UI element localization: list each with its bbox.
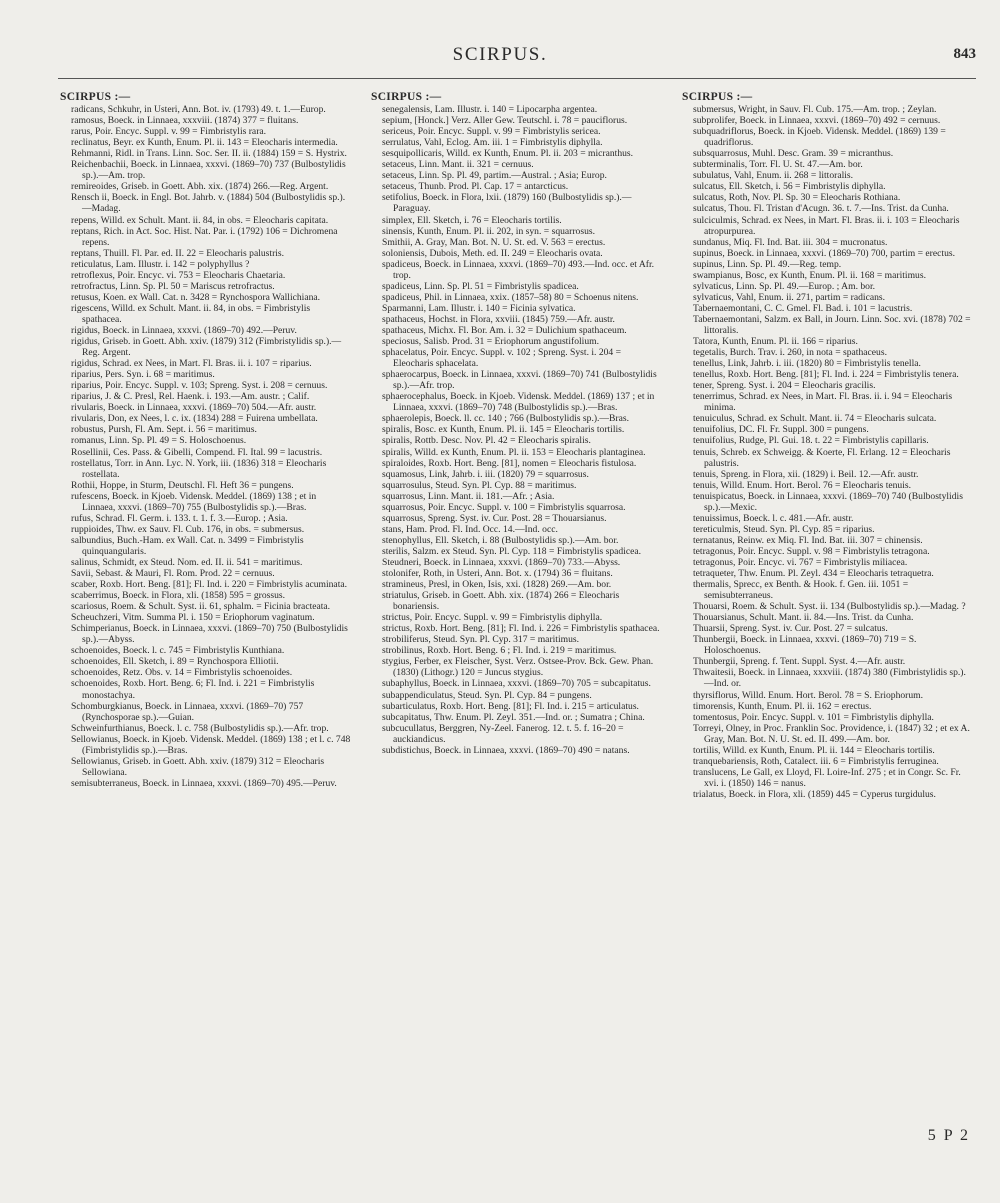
index-entry: tenuis, Willd. Enum. Hort. Berol. 76 = Eleocharis tenuis. — [693, 479, 912, 491]
index-entry: tereticulmis, Steud. Syn. Pl. Cyp. 85 = riparius. — [693, 523, 875, 535]
index-entry: scariosus, Roem. & Schult. Syst. ii. 61, sphalm. = Ficinia bracteata. — [71, 601, 331, 613]
index-entry: tetraqueter, Thw. Enum. Pl. Zeyl. 434 = Eleocharis tetraquetra. — [693, 568, 934, 580]
index-entry: tenuissimus, Boeck. l. c. 481.—Afr. austr. — [693, 512, 854, 524]
index-entry: scaber, Roxb. Hort. Beng. [81]; Fl. Ind. i. 220 = Fimbristylis acuminata. — [71, 579, 348, 591]
index-entry: stramineus, Presl, in Oken, Isis, xxi. (1828) 269.—Am. bor. — [382, 579, 612, 591]
index-entry: reptans, Thuill. Fl. Par. ed. II. 22 = Eleocharis palustris. — [71, 247, 285, 259]
index-entry: rivularis, Don, ex Nees, l. c. ix. (1834) 288 = Fuirena umbellata. — [71, 413, 318, 425]
index-entry: radicans, Schkuhr, in Usteri, Ann. Bot. iv. (1793) 49. t. 1.—Europ. — [71, 104, 326, 116]
index-entry: ramosus, Boeck. in Linnaea, xxxviii. (1874) 377 = fluitans. — [71, 115, 299, 127]
index-entry: Schomburgkianus, Boeck. in Linnaea, xxxvi. (1869–70) 757 (Rynchosporae sp.).—Guian. — [71, 700, 304, 723]
index-entry: senegalensis, Lam. Illustr. i. 140 = Lipocarpha argentea. — [382, 104, 598, 116]
index-entry: subquadriflorus, Boeck. in Kjoeb. Vidensk. Meddel. (1869) 139 = quadriflorus. — [693, 126, 946, 149]
index-entry: subdistichus, Boeck. in Linnaea, xxxvi. (1869–70) 490 = natans. — [382, 744, 630, 756]
index-entry: Reichenbachii, Boeck. in Linnaea, xxxvi. (1869–70) 737 (Bulbostylidis sp.).—Am. trop. — [71, 159, 346, 182]
index-entry: tortilis, Willd. ex Kunth, Enum. Pl. ii. 144 = Eleocharis tortilis. — [693, 744, 935, 756]
index-entry: setaceus, Linn. Sp. Pl. 49, partim.—Austral. ; Asia; Europ. — [382, 170, 607, 182]
index-entry: setifolius, Boeck. in Flora, lxii. (1879) 160 (Bulbostylidis sp.).—Paraguay. — [382, 192, 632, 215]
index-entry: swampianus, Bosc, ex Kunth, Enum. Pl. ii. 168 = maritimus. — [693, 269, 926, 281]
entry-list — [60, 104, 351, 789]
index-entry: repens, Willd. ex Schult. Mant. ii. 84, in obs. = Eleocharis capitata. — [71, 214, 329, 226]
column-heading: SCIRPUS :— — [60, 92, 131, 103]
index-entry: squamosus, Link, Jahrb. i. iii. (1820) 79 = squarrosus. — [382, 468, 589, 480]
index-entry: subulatus, Vahl, Enum. ii. 268 = littoralis. — [693, 170, 854, 182]
index-entry: Thunbergii, Spreng. f. Tent. Suppl. Syst. 4.—Afr. austr. — [693, 656, 906, 668]
index-entry: strictus, Poir. Encyc. Suppl. v. 99 = Fimbristylis diphylla. — [382, 612, 603, 624]
index-entry: Rothii, Hoppe, in Sturm, Deutschl. Fl. Heft 36 = pungens. — [71, 479, 294, 491]
index-entry: setaceus, Thunb. Prod. Pl. Cap. 17 = antarcticus. — [382, 181, 569, 193]
index-entry: robustus, Pursh, Fl. Am. Sept. i. 56 = maritimus. — [71, 424, 257, 436]
column-1 — [60, 92, 351, 1152]
index-entry: sphaerolepis, Boeck. ll. cc. 140 ; 766 (Bulbostylidis sp.).—Bras. — [382, 413, 630, 425]
index-entry: sericeus, Poir. Encyc. Suppl. v. 99 = Fimbristylis sericea. — [382, 126, 601, 138]
index-entry: spadiceus, Phil. in Linnaea, xxix. (1857–58) 80 = Schoenus nitens. — [382, 291, 639, 303]
index-entry: Thuarsii, Spreng. Syst. iv. Cur. Post. 27 = sulcatus. — [693, 623, 888, 635]
index-entry: sylvaticus, Linn. Sp. Pl. 49.—Europ. ; Am. bor. — [693, 280, 876, 292]
header-rule — [58, 78, 976, 79]
index-entry: spathaceus, Michx. Fl. Bor. Am. i. 32 = Dulichium spathaceum. — [382, 324, 627, 336]
index-entry: rufescens, Boeck. in Kjoeb. Vidensk. Meddel. (1869) 138 ; et in Linnaea, xxxvi. (1869–70) 755 (Bulbostylidis sp.).—Bras. — [71, 490, 317, 513]
index-entry: spathaceus, Hochst. in Flora, xxviii. (1845) 759.—Afr. austr. — [382, 313, 615, 325]
index-entry: Thouarsi, Roem. & Schult. Syst. ii. 134 (Bulbostylidis sp.).—Madag. ? — [693, 601, 966, 613]
index-entry: remireoides, Griseb. in Goett. Abh. xix. (1874) 266.—Reg. Argent. — [71, 181, 329, 193]
index-entry: sepium, [Honck.] Verz. Aller Gew. Teutschl. i. 78 = pauciflorus. — [382, 115, 628, 127]
index-entry: subarticulatus, Roxb. Hort. Beng. [81]; Fl. Ind. i. 215 = articulatus. — [382, 700, 639, 712]
index-entry: retusus, Koen. ex Wall. Cat. n. 3428 = Rynchospora Wallichiana. — [71, 291, 321, 303]
running-title: SCIRPUS. — [452, 44, 548, 65]
index-entry: sphaerocephalus, Boeck. in Kjoeb. Vidensk. Meddel. (1869) 137 ; et in Linnaea, xxxvi. (1869–70) 748 (Bulbostylidis sp.).—Bras. — [382, 391, 655, 414]
index-entry: supinus, Boeck. in Linnaea, xxxvi. (1869–70) 700, partim = erectus. — [693, 247, 955, 259]
index-entry: subappendiculatus, Steud. Syn. Pl. Cyp. 84 = pungens. — [382, 689, 592, 701]
index-entry: squarrosulus, Steud. Syn. Pl. Cyp. 88 = maritimus. — [382, 479, 577, 491]
index-entry: subsquarrosus, Muhl. Desc. Gram. 39 = micranthus. — [693, 148, 894, 160]
index-entry: serrulatus, Vahl, Eclog. Am. iii. 1 = Fimbristylis diphylla. — [382, 137, 603, 149]
index-entry: striatulus, Griseb. in Goett. Abh. xix. (1874) 266 = Eleocharis bonariensis. — [382, 590, 620, 613]
index-entry: rostellatus, Torr. in Ann. Lyc. N. York, iii. (1836) 318 = Eleocharis rostellata. — [71, 457, 327, 480]
index-entry: sphaerocarpus, Boeck. in Linnaea, xxxvi. (1869–70) 741 (Bulbostylidis sp.).—Afr. trop. — [382, 369, 657, 392]
index-entry: riparius, Pers. Syn. i. 68 = maritimus. — [71, 369, 215, 381]
index-entry: stenophyllus, Ell. Sketch, i. 88 (Bulbostylidis sp.).—Am. bor. — [382, 534, 619, 546]
index-entry: retrofractus, Linn. Sp. Pl. 50 = Mariscus retrofractus. — [71, 280, 275, 292]
index-entry: tetragonus, Poir. Encyc. Suppl. v. 98 = Fimbristylis tetragona. — [693, 545, 930, 557]
index-entry: squarrosus, Spreng. Syst. iv. Cur. Post. 28 = Thouarsianus. — [382, 512, 607, 524]
entry-list — [682, 104, 973, 800]
index-entry: spiralis, Rottb. Desc. Nov. Pl. 42 = Eleocharis spiralis. — [382, 435, 591, 447]
index-entry: spiralis, Bosc. ex Kunth, Enum. Pl. ii. 145 = Eleocharis tortilis. — [382, 424, 625, 436]
index-entry: Savii, Sebast. & Mauri, Fl. Rom. Prod. 22 = cernuus. — [71, 568, 275, 580]
index-entry: sulcatus, Roth, Nov. Pl. Sp. 30 = Eleocharis Rothiana. — [693, 192, 901, 204]
index-entry: thyrsiflorus, Willd. Enum. Hort. Berol. 78 = S. Eriophorum. — [693, 689, 924, 701]
index-entry: speciosus, Salisb. Prod. 31 = Eriophorum angustifolium. — [382, 336, 599, 348]
index-entry: ternatanus, Reinw. ex Miq. Fl. Ind. Bat. iii. 307 = chinensis. — [693, 534, 923, 546]
index-entry: scaberrimus, Boeck. in Flora, xli. (1858) 595 = grossus. — [71, 590, 286, 602]
index-entry: tenuifolius, DC. Fl. Fr. Suppl. 300 = pungens. — [693, 424, 869, 436]
index-entry: squarrosus, Poir. Encyc. Suppl. v. 100 = Fimbristylis squarrosa. — [382, 501, 626, 513]
index-entry: Thunbergii, Boeck. in Linnaea, xxxvi. (1869–70) 719 = S. Holoschoenus. — [693, 634, 917, 657]
index-entry: spadiceus, Boeck. in Linnaea, xxxvi. (1869–70) 493.—Ind. occ. et Afr. trop. — [382, 258, 655, 281]
text-columns — [60, 92, 978, 1152]
index-entry: reptans, Rich. in Act. Soc. Hist. Nat. Par. i. (1792) 106 = Dichromena repens. — [71, 225, 338, 248]
index-entry: rigidus, Griseb. in Goett. Abh. xxiv. (1879) 312 (Fimbristylidis sp.).—Reg. Argent. — [71, 336, 342, 359]
index-entry: spadiceus, Linn. Sp. Pl. 51 = Fimbristylis spadicea. — [382, 280, 579, 292]
index-entry: salinus, Schmidt, ex Steud. Nom. ed. II. ii. 541 = maritimus. — [71, 556, 303, 568]
index-entry: stygius, Ferber, ex Fleischer, Syst. Verz. Ostsee-Prov. Bck. Gew. Phan. (1830) (Lithogr.) 120 = Juncus stygius. — [382, 656, 654, 679]
index-entry: strobilinus, Roxb. Hort. Beng. 6 ; Fl. Ind. i. 219 = maritimus. — [382, 645, 617, 657]
index-entry: tenerrimus, Schrad. ex Nees, in Mart. Fl. Bras. ii. i. 94 = Eleocharis minima. — [693, 391, 953, 414]
index-entry: Steudneri, Boeck. in Linnaea, xxxvi. (1869–70) 733.—Abyss. — [382, 556, 621, 568]
index-entry: Sparmanni, Lam. Illustr. i. 140 = Ficinia sylvatica. — [382, 302, 576, 314]
index-entry: rarus, Poir. Encyc. Suppl. v. 99 = Fimbristylis rara. — [71, 126, 267, 138]
index-entry: Tabernaemontani, Salzm. ex Ball, in Journ. Linn. Soc. xvi. (1878) 702 = littoralis. — [693, 313, 971, 336]
column-heading: SCIRPUS :— — [682, 92, 753, 103]
index-entry: translucens, Le Gall, ex Lloyd, Fl. Loire-Inf. 275 ; et in Congr. Sc. Fr. xvi. i. (1850) 146 = nanus. — [693, 766, 961, 789]
index-entry: tomentosus, Poir. Encyc. Suppl. v. 101 = Fimbristylis diphylla. — [693, 711, 934, 723]
index-entry: Torreyi, Olney, in Proc. Franklin Soc. Providence, i. (1847) 32 ; et ex A. Gray, Man. Bot. N. U. St. ed. II. 499.—Am. bor. — [693, 722, 970, 745]
index-entry: Rensch ii, Boeck. in Engl. Bot. Jahrb. v. (1884) 504 (Bulbostylidis sp.).—Madag. — [71, 192, 346, 215]
index-entry: ruppioides, Thw. ex Sauv. Fl. Cub. 176, in obs. = submersus. — [71, 523, 305, 535]
signature-mark: 5 P 2 — [927, 1127, 970, 1144]
index-entry: subcucullatus, Berggren, Ny-Zeel. Fanerog. 12. t. 5. f. 16–20 = auckiandicus. — [382, 722, 624, 745]
index-entry: sylvaticus, Vahl, Enum. ii. 271, partim = radicans. — [693, 291, 886, 303]
index-entry: salbundius, Buch.-Ham. ex Wall. Cat. n. 3499 = Fimbristylis quinquangularis. — [71, 534, 304, 557]
index-entry: rigidus, Schrad. ex Nees, in Mart. Fl. Bras. ii. i. 107 = riparius. — [71, 358, 312, 370]
index-entry: romanus, Linn. Sp. Pl. 49 = S. Holoschoenus. — [71, 435, 247, 447]
index-entry: tenuifolius, Rudge, Pl. Gui. 18. t. 22 = Fimbristylis capillaris. — [693, 435, 929, 447]
column-heading: SCIRPUS :— — [371, 92, 442, 103]
index-entry: Sellowianus, Griseb. in Goett. Abh. xxiv. (1879) 312 = Eleocharis Sellowiana. — [71, 755, 325, 778]
index-entry: tenuis, Spreng. in Flora, xii. (1829) i. Beil. 12.—Afr. austr. — [693, 468, 919, 480]
index-entry: Thwaitesii, Boeck. in Linnaea, xxxviii. (1874) 380 (Fimbristylidis sp.).—Ind. or. — [693, 667, 966, 690]
index-entry: submersus, Wright, in Sauv. Fl. Cub. 175.—Am. trop. ; Zeylan. — [693, 104, 937, 116]
page-number: 843 — [953, 46, 976, 62]
index-entry: rigescens, Willd. ex Schult. Mant. ii. 84, in obs. = Fimbristylis spathacea. — [71, 302, 311, 325]
index-entry: setaceus, Linn. Mant. ii. 321 = cernuus. — [382, 159, 534, 171]
index-entry: soloniensis, Dubois, Meth. ed. II. 249 = Eleocharis ovata. — [382, 247, 603, 259]
index-entry: rivularis, Boeck. in Linnaea, xxxvi. (1869–70) 504.—Afr. austr. — [71, 402, 317, 414]
index-entry: tetragonus, Poir. Encyc. vi. 767 = Fimbristylis miliacea. — [693, 556, 908, 568]
index-entry: schoenoides, Roxb. Hort. Beng. 6; Fl. Ind. i. 221 = Fimbristylis monostachya. — [71, 678, 315, 701]
index-entry: sterilis, Salzm. ex Steud. Syn. Pl. Cyp. 118 = Fimbristylis spadicea. — [382, 545, 642, 557]
index-entry: Rosellinii, Ces. Pass. & Gibelli, Compend. Fl. Ital. 99 = lacustris. — [71, 446, 323, 458]
index-entry: reclinatus, Beyr. ex Kunth, Enum. Pl. ii. 143 = Eleocharis intermedia. — [71, 137, 338, 149]
index-entry: Tatora, Kunth, Enum. Pl. ii. 166 = riparius. — [693, 336, 858, 348]
index-entry: stans, Ham. Prod. Fl. Ind. Occ. 14.—Ind. occ. — [382, 523, 558, 535]
index-entry: Thouarsianus, Schult. Mant. ii. 84.—Ins. Trist. da Cunha. — [693, 612, 914, 624]
index-entry: sulcatus, Ell. Sketch, i. 56 = Fimbristylis diphylla. — [693, 181, 886, 193]
index-entry: riparius, Poir. Encyc. Suppl. v. 103; Spreng. Syst. i. 208 = cernuus. — [71, 380, 328, 392]
index-entry: subaphyllus, Boeck. in Linnaea, xxxvi. (1869–70) 705 = subcapitatus. — [382, 678, 651, 690]
index-entry: sesquipollicaris, Willd. ex Kunth, Enum. Pl. ii. 203 = micranthus. — [382, 148, 634, 160]
index-entry: spiraloides, Roxb. Hort. Beng. [81], nomen = Eleocharis fistulosa. — [382, 457, 637, 469]
index-entry: schoenoides, Retz. Obs. v. 14 = Fimbristylis schoenoides. — [71, 667, 293, 679]
index-entry: subterminalis, Torr. Fl. U. St. 47.—Am. bor. — [693, 159, 863, 171]
index-entry: sulcatus, Thou. Fl. Tristan d'Acugn. 36. t. 7.—Ins. Trist. da Cunha. — [693, 203, 949, 215]
column-2 — [371, 92, 662, 1152]
index-entry: semisubterraneus, Boeck. in Linnaea, xxxvi. (1869–70) 495.—Peruv. — [71, 777, 337, 789]
index-entry: sundanus, Miq. Fl. Ind. Bat. iii. 304 = mucronatus. — [693, 236, 888, 248]
index-entry: timorensis, Kunth, Enum. Pl. ii. 162 = erectus. — [693, 700, 872, 712]
index-entry: reticulatus, Lam. Illustr. i. 142 = polyphyllus ? — [71, 258, 250, 270]
page-header — [0, 40, 1000, 74]
index-entry: simplex, Ell. Sketch, i. 76 = Eleocharis tortilis. — [382, 214, 562, 226]
index-entry: stolonifer, Roth, in Usteri, Ann. Bot. x. (1794) 36 = fluitans. — [382, 568, 613, 580]
index-entry: schoenoides, Boeck. l. c. 745 = Fimbristylis Kunthiana. — [71, 645, 285, 657]
index-entry: sphacelatus, Poir. Encyc. Suppl. v. 102 ; Spreng. Syst. i. 204 = Eleocharis sphacelata. — [382, 347, 622, 370]
index-entry: tenellus, Link, Jahrb. i. iii. (1820) 80 = Fimbristylis tenella. — [693, 358, 921, 370]
index-entry: thermalis, Sprecc, ex Benth. & Hook. f. Gen. iii. 1051 = semisubterraneus. — [693, 579, 909, 602]
index-entry: supinus, Linn. Sp. Pl. 49.—Reg. temp. — [693, 258, 842, 270]
index-entry: Scheuchzeri, Vitm. Summa Pl. i. 150 = Eriophorum vaginatum. — [71, 612, 315, 624]
column-3 — [682, 92, 973, 1152]
index-entry: tener, Spreng. Syst. i. 204 = Eleocharis gracilis. — [693, 380, 876, 392]
index-entry: tenuis, Schreb. ex Schweigg. & Koerte, Fl. Erlang. 12 = Eleocharis palustris. — [693, 446, 951, 469]
index-entry: schoenoides, Ell. Sketch, i. 89 = Rynchospora Elliotii. — [71, 656, 279, 668]
index-entry: strobiliferus, Steud. Syn. Pl. Cyp. 317 = maritimus. — [382, 634, 580, 646]
index-entry: Sellowianus, Boeck. in Kjoeb. Vidensk. Meddel. (1869) 138 ; et l. c. 748 (Fimbristylidis sp.).—Bras. — [71, 733, 351, 756]
index-entry: subprolifer, Boeck. in Linnaea, xxxvi. (1869–70) 492 = cernuus. — [693, 115, 941, 127]
index-entry: tranquebariensis, Roth, Catalect. iii. 6 = Fimbristylis ferruginea. — [693, 755, 939, 767]
index-entry: tenuispicatus, Boeck. in Linnaea, xxxvi. (1869–70) 740 (Bulbostylidis sp.).—Mexic. — [693, 490, 963, 513]
index-entry: subcapitatus, Thw. Enum. Pl. Zeyl. 351.—Ind. or. ; Sumatra ; China. — [382, 711, 645, 723]
index-entry: tegetalis, Burch. Trav. i. 260, in nota = spathaceus. — [693, 347, 887, 359]
index-entry: trialatus, Boeck. in Flora, xli. (1859) 445 = Cyperus turgidulus. — [693, 788, 936, 800]
index-entry: strictus, Roxb. Hort. Beng. [81]; Fl. Ind. i. 226 = Fimbristylis spathacea. — [382, 623, 660, 635]
index-entry: Smithii, A. Gray, Man. Bot. N. U. St. ed. V. 563 = erectus. — [382, 236, 606, 248]
index-entry: rufus, Schrad. Fl. Germ. i. 133. t. 1. f. 3.—Europ. ; Asia. — [71, 512, 288, 524]
index-entry: Schimperianus, Boeck. in Linnaea, xxxvi. (1869–70) 750 (Bulbostylidis sp.).—Abyss. — [71, 623, 348, 646]
index-entry: squarrosus, Linn. Mant. ii. 181.—Afr. ; Asia. — [382, 490, 555, 502]
index-entry: sulciculmis, Schrad. ex Nees, in Mart. Fl. Bras. ii. i. 103 = Eleocharis atropurpurea. — [693, 214, 960, 237]
index-entry: retroflexus, Poir. Encyc. vi. 753 = Eleocharis Chaetaria. — [71, 269, 286, 281]
index-entry: tenellus, Roxb. Hort. Beng. [81]; Fl. Ind. i. 224 = Fimbristylis tenera. — [693, 369, 959, 381]
index-entry: tenuiculus, Schrad. ex Schult. Mant. ii. 74 = Eleocharis sulcata. — [693, 413, 937, 425]
index-entry: riparius, J. & C. Presl, Rel. Haenk. i. 193.—Am. austr. ; Calif. — [71, 391, 310, 403]
index-entry: Rehmanni, Ridl. in Trans. Linn. Soc. Ser. II. ii. (1884) 159 = S. Hystrix. — [71, 148, 347, 160]
index-entry: sinensis, Kunth, Enum. Pl. ii. 202, in syn. = squarrosus. — [382, 225, 596, 237]
index-entry: rigidus, Boeck. in Linnaea, xxxvi. (1869–70) 492.—Peruv. — [71, 324, 297, 336]
index-entry: Schweinfurthianus, Boeck. l. c. 758 (Bulbostylidis sp.).—Afr. trop. — [71, 722, 329, 734]
entry-list — [371, 104, 662, 756]
index-entry: spiralis, Willd. ex Kunth, Enum. Pl. ii. 153 = Eleocharis plantaginea. — [382, 446, 646, 458]
index-entry: Tabernaemontani, C. C. Gmel. Fl. Bad. i. 101 = lacustris. — [693, 302, 913, 314]
